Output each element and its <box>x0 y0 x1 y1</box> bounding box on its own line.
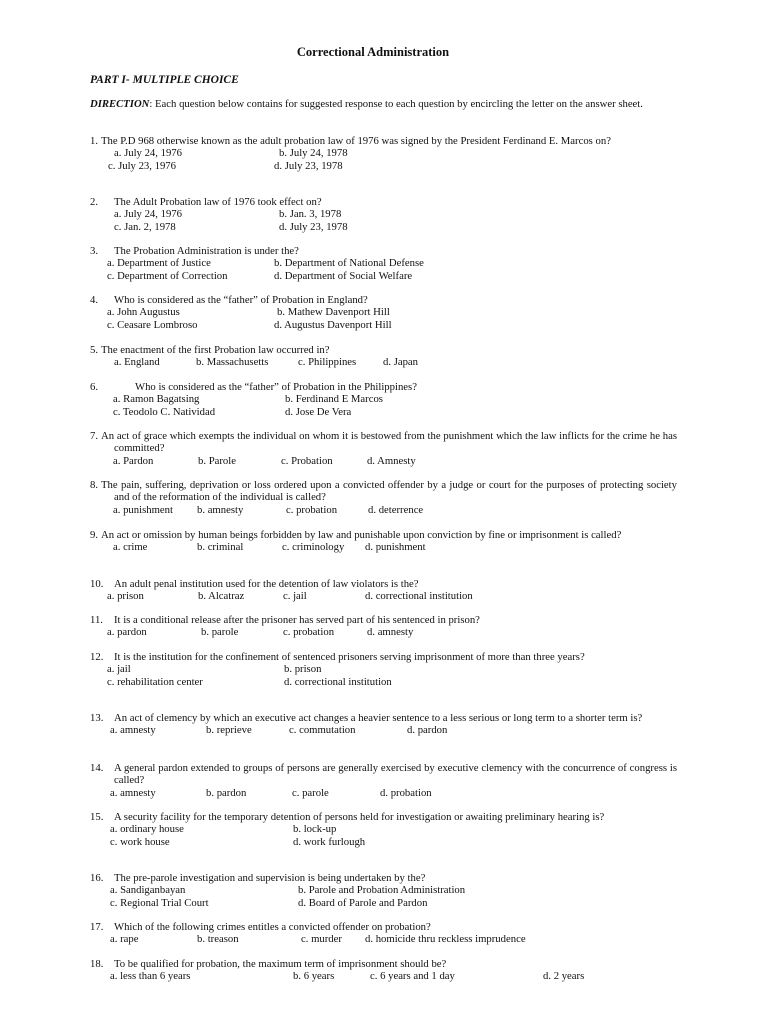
direction-paragraph <box>90 98 678 110</box>
answer-option: d. Japan <box>383 356 419 369</box>
question-text: The Probation Administration is under the? <box>114 245 299 257</box>
answer-option: a. pardon <box>107 626 147 639</box>
answer-option: d. work furlough <box>293 835 366 848</box>
part-heading: PART I- MULTIPLE CHOICE <box>90 74 239 86</box>
answer-option: d. July 23, 1978 <box>279 220 348 233</box>
question-text: An act of clemency by which an executive act changes a heavier sentence to a less serious or long term to a shorter term is? <box>114 712 643 724</box>
answer-option: c. work house <box>110 835 170 848</box>
question-number: 6. <box>90 381 99 393</box>
question-number: 10. <box>90 578 104 590</box>
answer-option: d. Augustus Davenport Hill <box>274 318 392 331</box>
answer-option: a. crime <box>113 541 148 554</box>
answer-option: b. reprieve <box>206 724 252 737</box>
answer-option: b. Massachusetts <box>196 356 269 369</box>
question-text: A security facility for the temporary detention of persons held for investigation or awaiting preliminary hearing is? <box>114 811 605 823</box>
answer-option: a. July 24, 1976 <box>114 208 182 221</box>
answer-option: b. Parole and Probation Administration <box>298 884 466 897</box>
answer-option: d. amnesty <box>367 626 414 639</box>
answer-option: b. Mathew Davenport Hill <box>277 306 390 319</box>
question-text: It is a conditional release after the prisoner has served part of his sentenced in prison? <box>114 614 480 626</box>
answer-option: b. criminal <box>197 541 244 554</box>
answer-option: a. John Augustus <box>107 306 180 319</box>
answer-option: b. pardon <box>206 786 247 799</box>
answer-option: b. parole <box>201 626 239 639</box>
answer-option: d. Jose De Vera <box>285 405 352 418</box>
answer-option: c. Teodolo C. Natividad <box>113 405 216 418</box>
answer-option: a. rape <box>110 933 139 946</box>
question-number: 2. <box>90 196 99 208</box>
answer-option: a. Department of Justice <box>107 257 211 270</box>
question-text: The P.D 968 otherwise known as the adult probation law of 1976 was signed by the President Ferdinand E. Marcos on? <box>101 135 611 147</box>
answer-option: b. amnesty <box>197 503 244 516</box>
answer-option: c. probation <box>286 503 338 516</box>
answer-option: c. Probation <box>281 454 333 467</box>
answer-option: d. Amnesty <box>367 454 416 467</box>
question-number: 14. <box>90 762 104 774</box>
answer-option: d. homicide thru reckless imprudence <box>365 933 526 946</box>
answer-option: d. Department of Social Welfare <box>274 269 413 282</box>
answer-option: b. July 24, 1978 <box>279 147 348 160</box>
question-text: Who is considered as the “father” of Probation in England? <box>114 294 368 306</box>
question-number: 5. <box>90 344 99 356</box>
answer-option: d. Board of Parole and Pardon <box>298 896 428 909</box>
answer-option: c. commutation <box>289 724 356 737</box>
question-text: The pre-parole investigation and supervision is being undertaken by the? <box>114 872 426 884</box>
question-text: The Adult Probation law of 1976 took effect on? <box>114 196 322 208</box>
question-number: 11. <box>90 614 103 626</box>
question-text: To be qualified for probation, the maximum term of imprisonment should be? <box>114 958 447 970</box>
answer-option: a. jail <box>107 663 131 676</box>
document-title: Correctional Administration <box>296 45 450 59</box>
question-text: It is the institution for the confinement of sentenced prisoners serving imprisonment of more than three years? <box>114 651 585 663</box>
answer-option: c. Philippines <box>298 356 357 369</box>
answer-option: b. prison <box>284 663 322 676</box>
answer-option: d. deterrence <box>368 503 424 516</box>
answer-option: c. rehabilitation center <box>107 675 203 688</box>
question-number: 3. <box>90 245 99 257</box>
answer-option: a. Pardon <box>113 454 154 467</box>
answer-option: d. July 23, 1978 <box>274 159 343 172</box>
answer-option: a. prison <box>107 590 144 603</box>
answer-option: a. Sandiganbayan <box>110 884 186 897</box>
question-text: An adult penal institution used for the detention of law violators is the? <box>114 578 419 590</box>
answer-option: b. 6 years <box>293 970 335 983</box>
question-text: Which of the following crimes entitles a convicted offender on probation? <box>114 921 431 933</box>
answer-option: d. punishment <box>365 541 426 554</box>
question-number: 18. <box>90 958 104 970</box>
answer-option: c. probation <box>283 626 335 639</box>
question-number: 12. <box>90 651 104 663</box>
question-text: An act of grace which exempts the individual on whom it is bestowed from the punishment which the law inflicts for the crime he has committed? <box>101 430 677 455</box>
answer-option: a. less than 6 years <box>110 970 191 983</box>
answer-option: a. England <box>114 356 160 369</box>
answer-option: d. correctional institution <box>284 675 392 688</box>
answer-option: b. treason <box>197 933 239 946</box>
answer-option: c. Department of Correction <box>107 269 228 282</box>
answer-option: a. punishment <box>113 503 173 516</box>
answer-option: b. lock-up <box>293 823 337 836</box>
answer-option: a. July 24, 1976 <box>114 147 182 160</box>
question-number: 7. <box>90 430 99 442</box>
answer-option: c. criminology <box>282 541 345 554</box>
answer-option: b. Parole <box>198 454 236 467</box>
answer-option: c. July 23, 1976 <box>108 159 176 172</box>
answer-option: d. 2 years <box>543 970 585 983</box>
answer-option: c. Ceasare Lombroso <box>107 318 198 331</box>
answer-option: b. Ferdinand E Marcos <box>285 393 383 406</box>
direction-label: DIRECTION <box>90 98 150 110</box>
answer-option: c. 6 years and 1 day <box>370 970 455 983</box>
answer-option: d. pardon <box>407 724 448 737</box>
question-text: An act or omission by human beings forbidden by law and punishable upon conviction by fine or imprisonment is called? <box>101 529 622 541</box>
question-number: 8. <box>90 479 99 491</box>
question-text: The enactment of the first Probation law occurred in? <box>101 344 330 356</box>
question-text: Who is considered as the “father” of Probation in the Philippines? <box>135 381 417 393</box>
question-text: A general pardon extended to groups of persons are generally exercised by executive clemency with the concurrence of congress is called? <box>114 762 677 787</box>
answer-option: a. amnesty <box>110 786 156 799</box>
answer-option: c. Jan. 2, 1978 <box>114 220 176 233</box>
answer-option: b. Alcatraz <box>198 590 245 603</box>
answer-option: d. probation <box>380 786 432 799</box>
answer-option: c. Regional Trial Court <box>110 896 209 909</box>
answer-option: a. Ramon Bagatsing <box>113 393 200 406</box>
answer-option: c. murder <box>301 933 342 946</box>
direction-text: : Each question below contains for suggested response to each question by encircling the letter on the answer sheet. <box>149 98 643 110</box>
answer-option: b. Department of National Defense <box>274 257 424 270</box>
answer-option: c. parole <box>292 786 329 799</box>
question-number: 4. <box>90 294 99 306</box>
question-number: 16. <box>90 872 104 884</box>
question-number: 17. <box>90 921 104 933</box>
question-number: 13. <box>90 712 104 724</box>
question-number: 9. <box>90 529 99 541</box>
answer-option: c. jail <box>283 590 307 603</box>
question-number: 1. <box>90 135 99 147</box>
question-text: The pain, suffering, deprivation or loss ordered upon a convicted offender by a judge or court for the purposes of protecting society and of the reformation of the individual is called? <box>101 479 677 504</box>
answer-option: a. ordinary house <box>110 823 184 836</box>
question-number: 15. <box>90 811 104 823</box>
answer-option: b. Jan. 3, 1978 <box>279 208 342 221</box>
answer-option: a. amnesty <box>110 724 156 737</box>
answer-option: d. correctional institution <box>365 590 473 603</box>
